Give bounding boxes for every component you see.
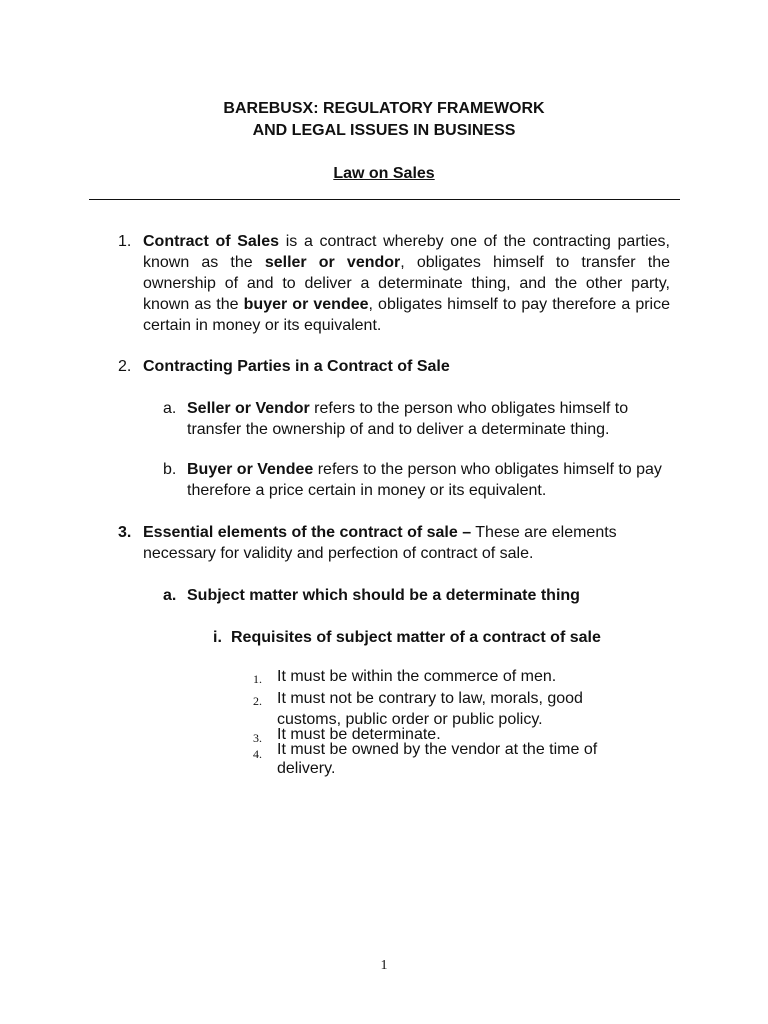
document-title-line2: AND LEGAL ISSUES IN BUSINESS	[252, 122, 516, 139]
item-3ai-number	[213, 627, 222, 648]
item-3a-heading-text: Subject matter which should be a determinate thing	[187, 587, 580, 604]
item-3-number-text: 3.	[118, 524, 132, 541]
item-3ai-heading	[231, 627, 671, 648]
item-1-term3: buyer or vendee	[243, 296, 369, 313]
item-2b-number: b.	[163, 461, 177, 478]
item-3-text: These are elements necessary for validity and perfection of contract of sale.	[143, 524, 617, 562]
item-1-term2: seller or vendor	[264, 254, 401, 271]
item-3-paragraph	[143, 522, 673, 564]
requisite-4-number: 4.	[253, 747, 262, 761]
item-3-heading: Essential elements of the contract of sale –	[143, 524, 472, 541]
requisite-4-line2: delivery.	[277, 760, 336, 777]
item-2a-text: refers to the person who obligates himself to transfer the ownership of and to deliver a determinate thing.	[187, 400, 629, 438]
item-2-number: 2.	[118, 358, 132, 375]
item-2b-term: Buyer or Vendee	[187, 461, 314, 478]
item-3a-heading	[187, 585, 667, 606]
item-3ai-heading-text: Requisites of subject matter of a contract of sale	[231, 629, 601, 646]
page-number: 1	[380, 958, 388, 973]
header-divider	[89, 199, 680, 200]
item-2-heading	[143, 356, 670, 377]
requisite-2-number: 2.	[253, 694, 262, 708]
requisite-1: It must be within the commerce of men.	[277, 668, 557, 685]
item-3a-number-text: a.	[163, 587, 177, 604]
requisite-3: It must be determinate.	[277, 726, 441, 743]
item-2b-text: refers to the person who obligates himself to pay therefore a price certain in money or its equivalent.	[187, 461, 662, 499]
requisite-1-number: 1.	[253, 672, 262, 686]
item-2a-number: a.	[163, 400, 177, 417]
item-1-term: Contract of Sales	[143, 233, 280, 250]
item-1-paragraph	[143, 231, 670, 336]
requisite-2-line2: customs, public order or public policy.	[277, 711, 543, 728]
item-2b-paragraph	[187, 459, 677, 501]
document-subtitle: Law on Sales	[333, 165, 435, 182]
item-1-text-b: , obligates himself to transfer the ownership of and to deliver a determinate thing, and the other party, known as the	[143, 254, 671, 313]
item-1-text-c: , obligates himself to pay therefore a price certain in money or its equivalent.	[143, 296, 671, 334]
document-title-line1: BAREBUSX: REGULATORY FRAMEWORK	[223, 100, 545, 117]
item-3a-number	[163, 585, 176, 606]
item-2a-term: Seller or Vendor	[187, 400, 310, 417]
requisite-4-line1: It must be owned by the vendor at the time of	[277, 741, 598, 758]
item-3ai-number-text: i.	[213, 629, 222, 646]
requisite-3-number: 3.	[253, 731, 262, 745]
item-2a-paragraph	[187, 398, 667, 440]
item-3-number	[118, 522, 131, 543]
item-2-heading-text: Contracting Parties in a Contract of Sale	[143, 358, 450, 375]
item-1-number: 1.	[118, 233, 132, 250]
item-1-text-a: is a contract whereby one of the contracting parties, known as the	[143, 233, 670, 271]
requisite-2-line1: It must not be contrary to law, morals, good	[277, 690, 583, 707]
